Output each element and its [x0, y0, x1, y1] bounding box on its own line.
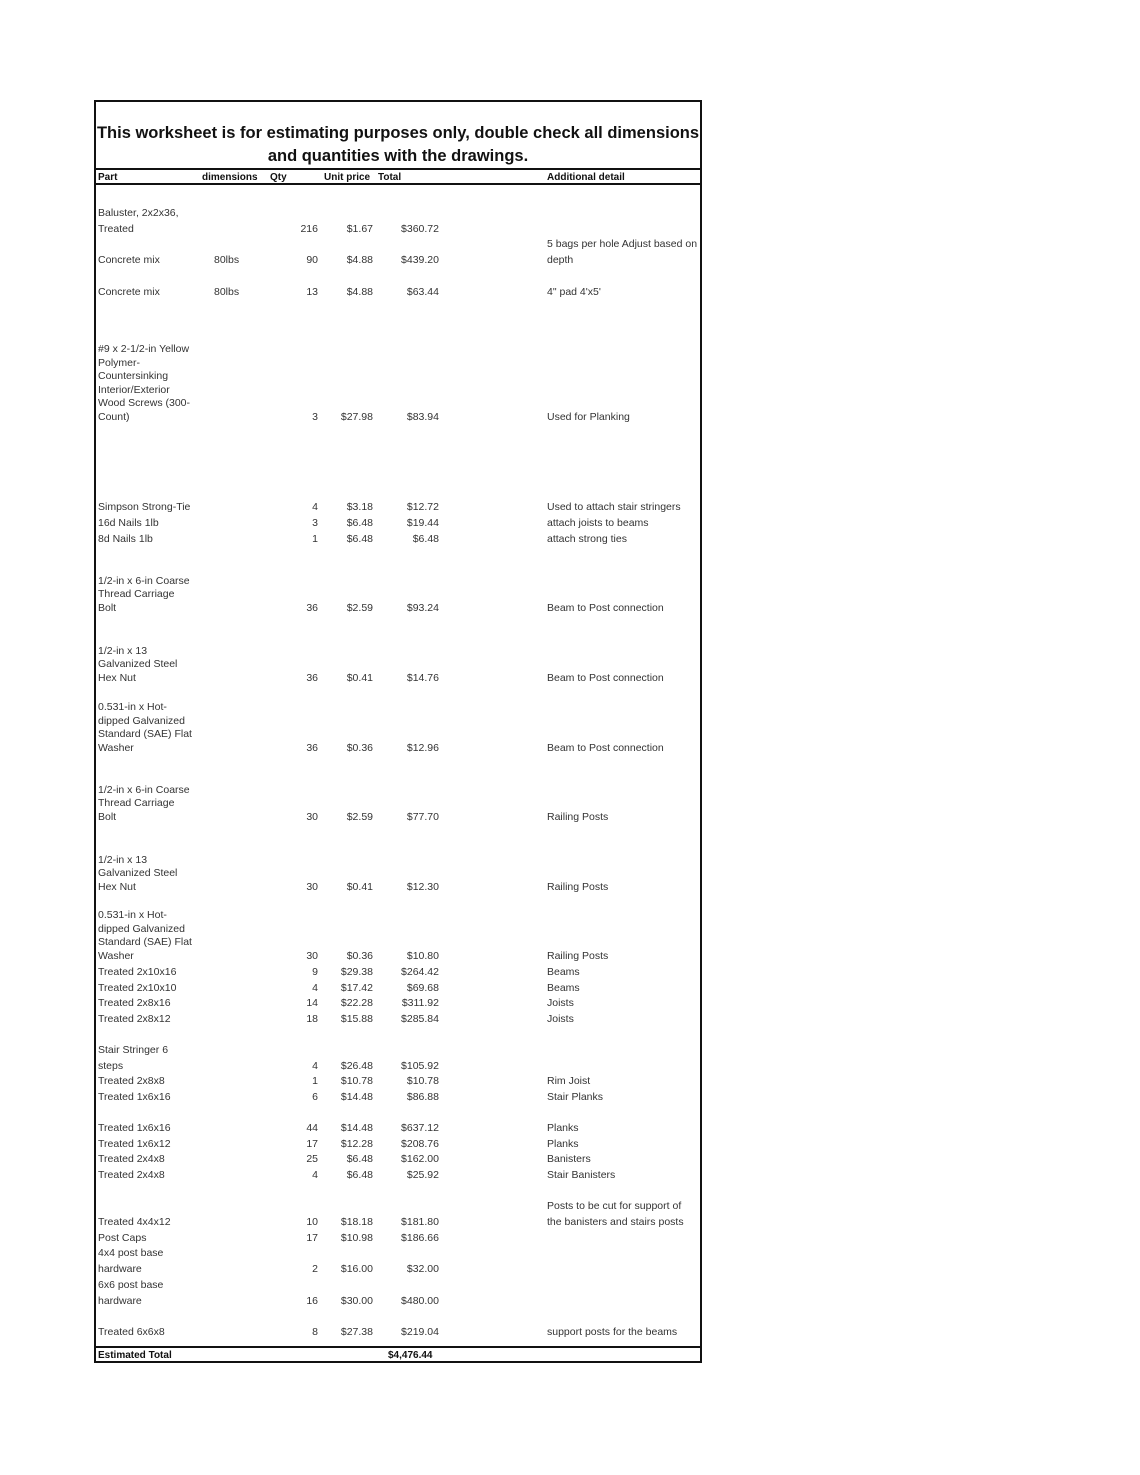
qty-cell: 44: [306, 1122, 318, 1134]
part-name: Treated 2x4x8: [98, 1169, 165, 1181]
total-cell: $12.30: [406, 881, 439, 893]
part-name: Treated 2x8x12: [98, 1013, 171, 1025]
part-name: Treated 2x10x16: [98, 966, 177, 978]
part-name: Count): [98, 411, 130, 423]
total-cell: $360.72: [401, 223, 439, 235]
total-cell: $83.94: [406, 411, 439, 423]
total-cell: $69.68: [406, 982, 439, 994]
qty-cell: 2: [312, 1263, 318, 1275]
unit-price-cell: $30.00: [340, 1295, 373, 1307]
total-cell: $162.00: [401, 1153, 439, 1165]
total-cell: $77.70: [406, 811, 439, 823]
part-name: 1/2-in x 13: [98, 644, 148, 657]
total-cell: $25.92: [406, 1169, 439, 1181]
part-name: 4x4 post base: [98, 1247, 164, 1260]
unit-price-cell: $3.18: [346, 501, 373, 513]
qty-cell: 30: [306, 811, 318, 823]
unit-price-cell: $14.48: [340, 1091, 373, 1103]
part-name: Treated 2x4x8: [98, 1153, 165, 1165]
part-name: Concrete mix: [98, 254, 160, 266]
additional-detail-cell: Planks: [547, 1138, 579, 1150]
additional-detail-cell: Posts to be cut for support of: [547, 1200, 682, 1213]
part-name: Washer: [98, 742, 134, 754]
qty-cell: 9: [312, 966, 318, 978]
part-name: 1/2-in x 6-in Coarse: [98, 574, 190, 587]
part-name: Standard (SAE) Flat: [98, 936, 192, 949]
part-name: Bolt: [98, 811, 117, 823]
unit-price-cell: $27.98: [340, 411, 373, 423]
total-cell: $19.44: [406, 517, 439, 529]
part-name: dipped Galvanized: [98, 714, 185, 727]
part-name: Treated 2x8x16: [98, 997, 171, 1009]
dimensions-cell: 80lbs: [214, 254, 240, 266]
part-name: Thread Carriage: [98, 588, 175, 601]
dimensions-cell: 80lbs: [214, 286, 240, 298]
qty-cell: 13: [306, 286, 318, 298]
unit-price-cell: $16.00: [340, 1263, 373, 1275]
part-name: Galvanized Steel: [98, 867, 178, 880]
total-cell: $10.78: [406, 1075, 439, 1087]
total-cell: $10.80: [406, 950, 439, 962]
additional-detail-cell: support posts for the beams: [547, 1326, 678, 1338]
qty-cell: 17: [306, 1232, 318, 1244]
part-name: 0.531-in x Hot-: [98, 701, 167, 714]
additional-detail-cell: Banisters: [547, 1153, 591, 1165]
qty-cell: 36: [306, 602, 318, 614]
part-name: #9 x 2-1/2-in Yellow: [98, 343, 190, 355]
additional-detail-cell: Beams: [547, 966, 580, 978]
total-cell: $6.48: [412, 533, 439, 545]
part-name: 1/2-in x 13: [98, 853, 148, 866]
part-name: 0.531-in x Hot-: [98, 909, 167, 922]
total-cell: $637.12: [401, 1122, 439, 1134]
part-name: Wood Screws (300-: [98, 397, 191, 410]
additional-detail-cell: 4" pad 4'x5': [547, 286, 601, 298]
part-name: steps: [98, 1060, 124, 1072]
total-cell: $181.80: [401, 1216, 439, 1228]
total-cell: $14.76: [406, 672, 439, 684]
unit-price-cell: $10.78: [340, 1075, 373, 1087]
part-name: Treated 2x10x10: [98, 982, 177, 994]
unit-price-cell: $0.36: [346, 950, 373, 962]
part-name: 6x6 post base: [98, 1279, 164, 1292]
part-name: Treated 4x4x12: [98, 1216, 171, 1228]
part-name: 16d Nails 1lb: [98, 517, 159, 529]
header-unit-price: Unit price: [324, 172, 371, 183]
qty-cell: 216: [300, 223, 318, 235]
part-name: hardware: [98, 1263, 142, 1275]
qty-cell: 4: [312, 982, 318, 994]
qty-cell: 4: [312, 1169, 318, 1181]
qty-cell: 14: [306, 997, 318, 1009]
total-cell: $12.96: [406, 742, 439, 754]
additional-detail-cell: Used to attach stair stringers: [547, 501, 681, 513]
total-cell: $208.76: [401, 1138, 439, 1150]
additional-detail-cell: Stair Planks: [547, 1091, 604, 1103]
unit-price-cell: $0.41: [346, 672, 373, 684]
unit-price-cell: $2.59: [346, 602, 373, 614]
part-name: Polymer-: [98, 356, 141, 369]
additional-detail-cell: 5 bags per hole Adjust based on: [547, 238, 698, 251]
additional-detail-cell: Railing Posts: [547, 881, 609, 893]
header-dimensions: dimensions: [202, 172, 258, 183]
part-name: 8d Nails 1lb: [98, 533, 153, 545]
unit-price-cell: $1.67: [346, 223, 373, 235]
part-name: Concrete mix: [98, 286, 160, 298]
additional-detail-cell: Railing Posts: [547, 811, 609, 823]
unit-price-cell: $6.48: [346, 533, 373, 545]
total-cell: $105.92: [401, 1060, 439, 1072]
additional-detail-cell: depth: [547, 254, 574, 266]
part-name: Treated 2x8x8: [98, 1075, 165, 1087]
part-name: Bolt: [98, 602, 117, 614]
total-cell: $311.92: [401, 997, 439, 1009]
qty-cell: 90: [306, 254, 318, 266]
additional-detail-cell: Stair Banisters: [547, 1169, 616, 1181]
part-name: Treated 1x6x16: [98, 1091, 171, 1103]
qty-cell: 18: [306, 1013, 318, 1025]
part-name: Treated: [98, 223, 134, 235]
total-cell: $480.00: [401, 1295, 439, 1307]
total-cell: $186.66: [401, 1232, 439, 1244]
part-name: Hex Nut: [98, 881, 136, 893]
qty-cell: 30: [306, 881, 318, 893]
total-cell: $86.88: [406, 1091, 439, 1103]
total-cell: $32.00: [406, 1263, 439, 1275]
qty-cell: 4: [312, 1060, 318, 1072]
unit-price-cell: $18.18: [340, 1216, 373, 1228]
estimate-worksheet: [94, 100, 702, 1363]
part-name: Washer: [98, 950, 134, 962]
qty-cell: 1: [312, 533, 318, 545]
unit-price-cell: $2.59: [346, 811, 373, 823]
qty-cell: 8: [312, 1326, 318, 1338]
total-cell: $93.24: [406, 602, 439, 614]
additional-detail-cell: Planks: [547, 1122, 579, 1134]
part-name: Interior/Exterior: [98, 383, 170, 396]
part-name: dipped Galvanized: [98, 922, 185, 935]
additional-detail-cell: Railing Posts: [547, 950, 609, 962]
unit-price-cell: $29.38: [340, 966, 373, 978]
unit-price-cell: $6.48: [346, 517, 373, 529]
qty-cell: 4: [312, 501, 318, 513]
estimated-total-value: $4,476.44: [388, 1350, 433, 1361]
qty-cell: 36: [306, 672, 318, 684]
total-cell: $12.72: [406, 501, 439, 513]
worksheet-title: This worksheet is for estimating purposes only, double check all dimensions and quantities with the drawings.: [96, 124, 700, 165]
additional-detail-cell: attach joists to beams: [547, 517, 649, 529]
qty-cell: 3: [312, 517, 318, 529]
total-cell: $219.04: [401, 1326, 439, 1338]
additional-detail-cell: Beam to Post connection: [547, 602, 664, 614]
header-additional-detail: Additional detail: [547, 172, 625, 183]
qty-cell: 6: [312, 1091, 318, 1103]
part-name: Simpson Strong-Tie: [98, 501, 191, 513]
unit-price-cell: $4.88: [346, 286, 373, 298]
unit-price-cell: $6.48: [346, 1169, 373, 1181]
unit-price-cell: $14.48: [340, 1122, 373, 1134]
unit-price-cell: $6.48: [346, 1153, 373, 1165]
additional-detail-cell: Rim Joist: [547, 1075, 591, 1087]
unit-price-cell: $26.48: [340, 1060, 373, 1072]
unit-price-cell: $27.38: [340, 1326, 373, 1338]
part-name: hardware: [98, 1295, 142, 1307]
part-name: Baluster, 2x2x36,: [98, 207, 179, 220]
header-part: Part: [98, 172, 118, 183]
unit-price-cell: $15.88: [340, 1013, 373, 1025]
part-name: Treated 1x6x16: [98, 1122, 171, 1134]
part-name: Treated 6x6x8: [98, 1326, 165, 1338]
qty-cell: 1: [312, 1075, 318, 1087]
estimated-total-label: Estimated Total: [98, 1350, 172, 1361]
unit-price-cell: $0.36: [346, 742, 373, 754]
additional-detail-cell: Used for Planking: [547, 411, 630, 423]
qty-cell: 36: [306, 742, 318, 754]
unit-price-cell: $12.28: [340, 1138, 373, 1150]
additional-detail-cell: Joists: [547, 997, 574, 1009]
additional-detail-cell: attach strong ties: [547, 533, 627, 545]
total-cell: $285.84: [401, 1013, 439, 1025]
additional-detail-cell: the banisters and stairs posts: [547, 1216, 684, 1228]
part-name: Treated 1x6x12: [98, 1138, 171, 1150]
part-name: 1/2-in x 6-in Coarse: [98, 783, 190, 796]
qty-cell: 25: [306, 1153, 318, 1165]
qty-cell: 10: [306, 1216, 318, 1228]
part-name: Thread Carriage: [98, 797, 175, 810]
part-name: Stair Stringer 6: [98, 1044, 169, 1057]
total-cell: $264.42: [401, 966, 439, 978]
unit-price-cell: $17.42: [340, 982, 373, 994]
part-name: Standard (SAE) Flat: [98, 728, 192, 741]
additional-detail-cell: Beams: [547, 982, 580, 994]
header-qty: Qty: [270, 172, 287, 183]
total-divider: [96, 1346, 700, 1348]
title-divider: [96, 168, 700, 170]
qty-cell: 3: [312, 411, 318, 423]
qty-cell: 30: [306, 950, 318, 962]
part-name: Hex Nut: [98, 672, 136, 684]
part-name: Galvanized Steel: [98, 658, 178, 671]
header-total: Total: [378, 172, 402, 183]
total-cell: $439.20: [401, 254, 439, 266]
additional-detail-cell: Beam to Post connection: [547, 672, 664, 684]
unit-price-cell: $22.28: [340, 997, 373, 1009]
header-divider: [96, 183, 700, 185]
unit-price-cell: $10.98: [340, 1232, 373, 1244]
qty-cell: 16: [306, 1295, 318, 1307]
part-name: Countersinking: [98, 370, 169, 383]
additional-detail-cell: Joists: [547, 1013, 574, 1025]
qty-cell: 17: [306, 1138, 318, 1150]
unit-price-cell: $4.88: [346, 254, 373, 266]
additional-detail-cell: Beam to Post connection: [547, 742, 664, 754]
unit-price-cell: $0.41: [346, 881, 373, 893]
part-name: Post Caps: [98, 1232, 147, 1244]
total-cell: $63.44: [406, 286, 439, 298]
